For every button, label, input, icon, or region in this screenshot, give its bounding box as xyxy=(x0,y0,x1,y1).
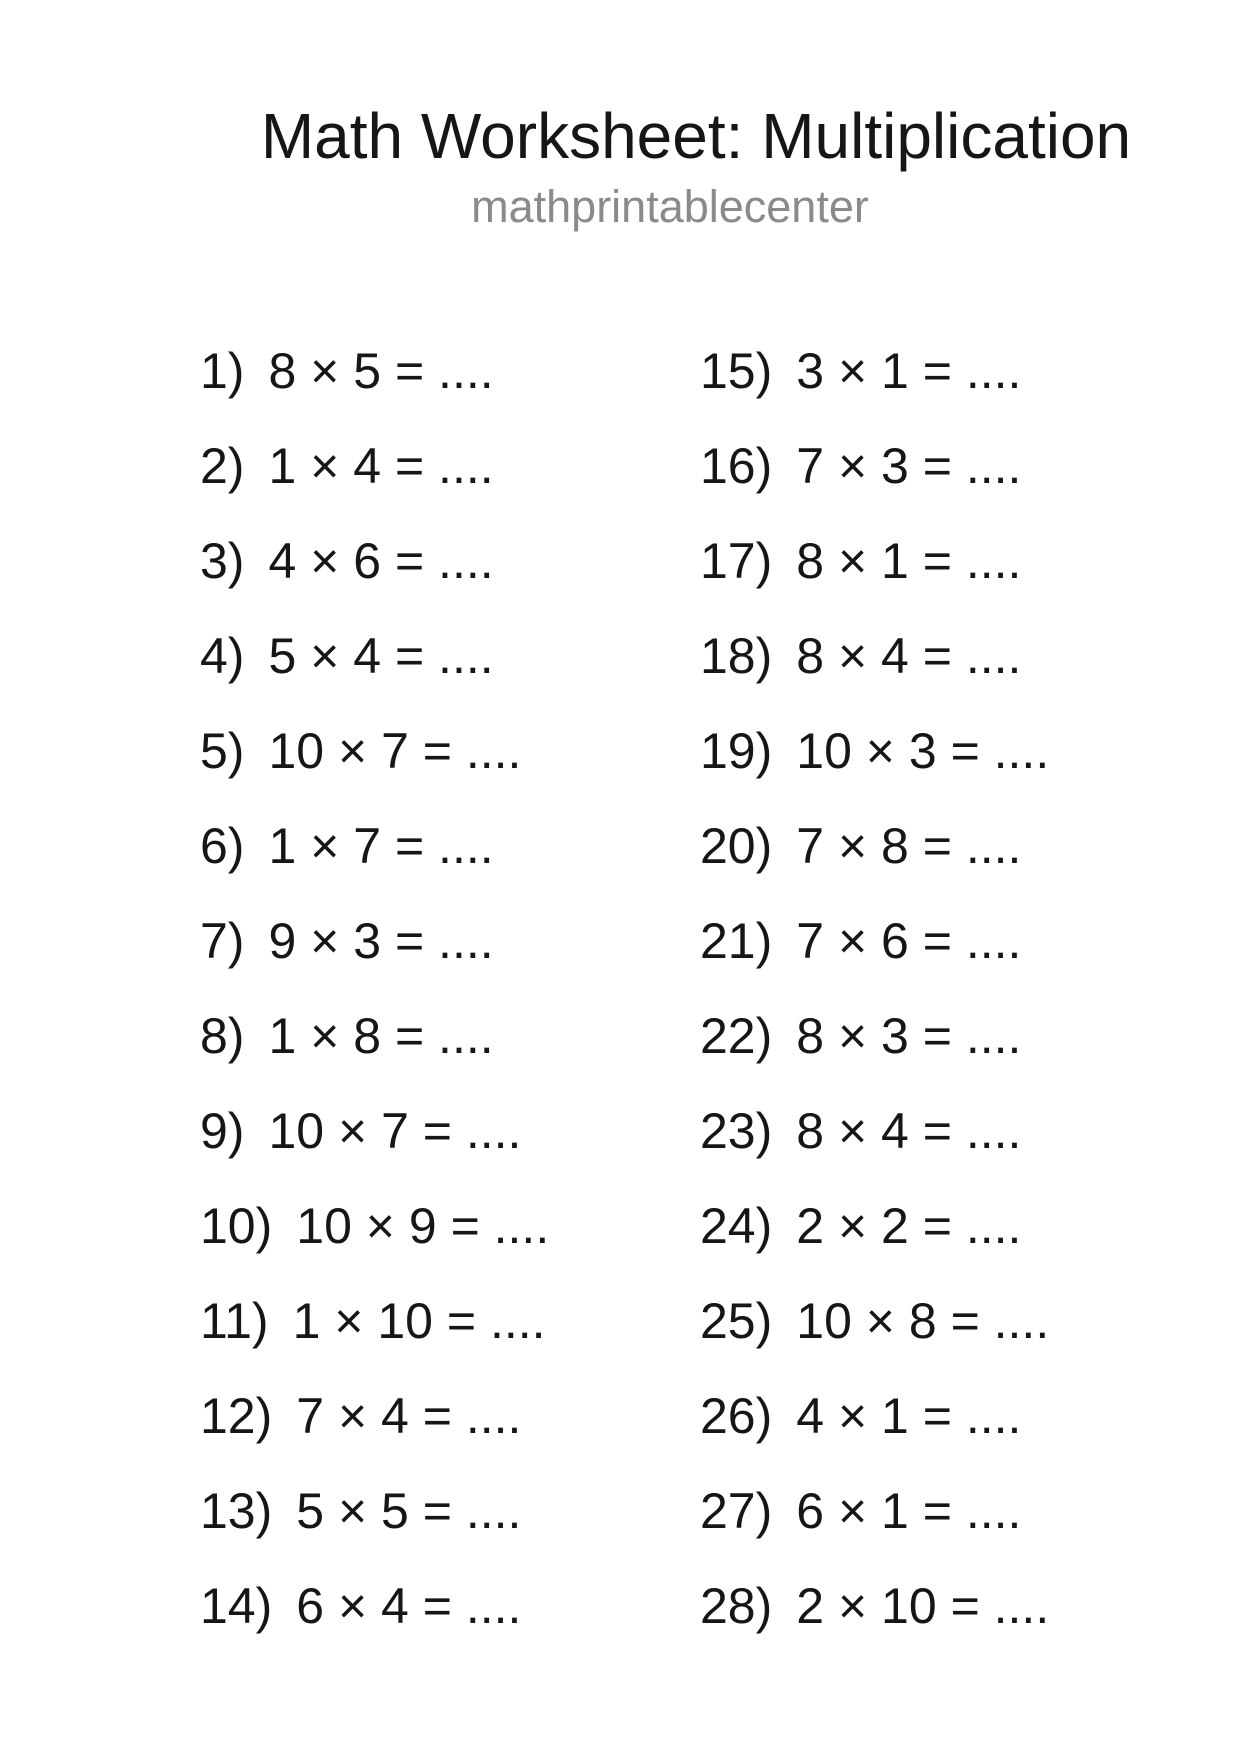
problem-number: 16) xyxy=(700,437,773,494)
problem-row xyxy=(200,703,680,798)
problem-number: 6) xyxy=(200,817,245,874)
problem-expression: 7 × 6 = .... xyxy=(796,912,1022,969)
problem-number: 4) xyxy=(200,627,245,684)
problem-number: 19) xyxy=(700,722,773,779)
problem-expression: 7 × 3 = .... xyxy=(796,437,1022,494)
problem-number: 17) xyxy=(700,532,773,589)
problem-expression: 2 × 10 = .... xyxy=(796,1577,1050,1634)
problem-expression: 6 × 4 = .... xyxy=(296,1577,522,1634)
problem-expression: 6 × 1 = .... xyxy=(796,1482,1022,1539)
problem-number: 3) xyxy=(200,532,245,589)
problem-number: 13) xyxy=(200,1482,273,1539)
problem-row xyxy=(200,513,680,608)
problem-expression: 10 × 3 = .... xyxy=(796,722,1050,779)
problem-row xyxy=(700,1273,1180,1368)
problem-row xyxy=(200,1178,680,1273)
problem-expression: 10 × 7 = .... xyxy=(268,722,522,779)
problem-row xyxy=(200,1083,680,1178)
problem-number: 11) xyxy=(200,1292,269,1349)
problem-expression: 4 × 1 = .... xyxy=(796,1387,1022,1444)
problem-expression: 4 × 6 = .... xyxy=(268,532,494,589)
problem-expression: 8 × 5 = .... xyxy=(268,342,494,399)
problem-number: 18) xyxy=(700,627,773,684)
problem-row xyxy=(700,1368,1180,1463)
problem-expression: 1 × 10 = .... xyxy=(292,1292,546,1349)
problem-number: 9) xyxy=(200,1102,245,1159)
problem-number: 15) xyxy=(700,342,773,399)
problem-row xyxy=(700,1083,1180,1178)
problem-expression: 8 × 1 = .... xyxy=(796,532,1022,589)
worksheet-title: Math Worksheet: Multiplication xyxy=(260,100,1132,172)
problem-expression: 10 × 7 = .... xyxy=(268,1102,522,1159)
problem-row xyxy=(700,418,1180,513)
problem-row xyxy=(200,893,680,988)
problem-expression: 8 × 4 = .... xyxy=(796,1102,1022,1159)
problem-row xyxy=(700,893,1180,988)
problem-row xyxy=(700,798,1180,893)
problem-row xyxy=(200,1368,680,1463)
problem-number: 8) xyxy=(200,1007,245,1064)
problem-row xyxy=(700,608,1180,703)
problem-expression: 8 × 3 = .... xyxy=(796,1007,1022,1064)
problem-expression: 1 × 7 = .... xyxy=(268,817,494,874)
page-header xyxy=(0,0,1240,232)
problem-number: 5) xyxy=(200,722,245,779)
problem-row xyxy=(700,1558,1180,1653)
problem-row xyxy=(200,323,680,418)
problem-expression: 3 × 1 = .... xyxy=(796,342,1022,399)
problem-expression: 8 × 4 = .... xyxy=(796,627,1022,684)
worksheet-subtitle: mathprintablecenter xyxy=(471,181,869,232)
problem-number: 25) xyxy=(700,1292,773,1349)
problem-row xyxy=(200,1558,680,1653)
problem-row xyxy=(200,1273,680,1368)
problem-row xyxy=(700,703,1180,798)
problem-number: 22) xyxy=(700,1007,773,1064)
problem-number: 2) xyxy=(200,437,245,494)
problem-row xyxy=(200,1463,680,1558)
problem-number: 7) xyxy=(200,912,245,969)
problem-expression: 1 × 4 = .... xyxy=(268,437,494,494)
problem-number: 23) xyxy=(700,1102,773,1159)
problem-expression: 9 × 3 = .... xyxy=(268,912,494,969)
problem-number: 12) xyxy=(200,1387,273,1444)
problem-number: 27) xyxy=(700,1482,773,1539)
problem-row xyxy=(200,798,680,893)
problem-number: 21) xyxy=(700,912,773,969)
problem-number: 10) xyxy=(200,1197,273,1254)
problem-number: 1) xyxy=(200,342,245,399)
problem-number: 28) xyxy=(700,1577,773,1634)
problem-row xyxy=(700,513,1180,608)
problem-expression: 2 × 2 = .... xyxy=(796,1197,1022,1254)
problem-number: 26) xyxy=(700,1387,773,1444)
problem-expression: 7 × 4 = .... xyxy=(296,1387,522,1444)
problem-expression: 7 × 8 = .... xyxy=(796,817,1022,874)
problem-row xyxy=(700,1178,1180,1273)
problem-row xyxy=(700,988,1180,1083)
problem-row xyxy=(200,988,680,1083)
problem-row xyxy=(700,323,1180,418)
problem-expression: 10 × 8 = .... xyxy=(796,1292,1050,1349)
problem-row xyxy=(700,1463,1180,1558)
problem-expression: 1 × 8 = .... xyxy=(268,1007,494,1064)
problem-number: 14) xyxy=(200,1577,273,1634)
problem-number: 20) xyxy=(700,817,773,874)
problems-column-right xyxy=(700,323,1180,1653)
problem-row xyxy=(200,608,680,703)
problems-column-left xyxy=(200,323,680,1653)
problem-number: 24) xyxy=(700,1197,773,1254)
problem-row xyxy=(200,418,680,513)
problem-expression: 5 × 4 = .... xyxy=(268,627,494,684)
problem-expression: 10 × 9 = .... xyxy=(296,1197,550,1254)
problem-expression: 5 × 5 = .... xyxy=(296,1482,522,1539)
